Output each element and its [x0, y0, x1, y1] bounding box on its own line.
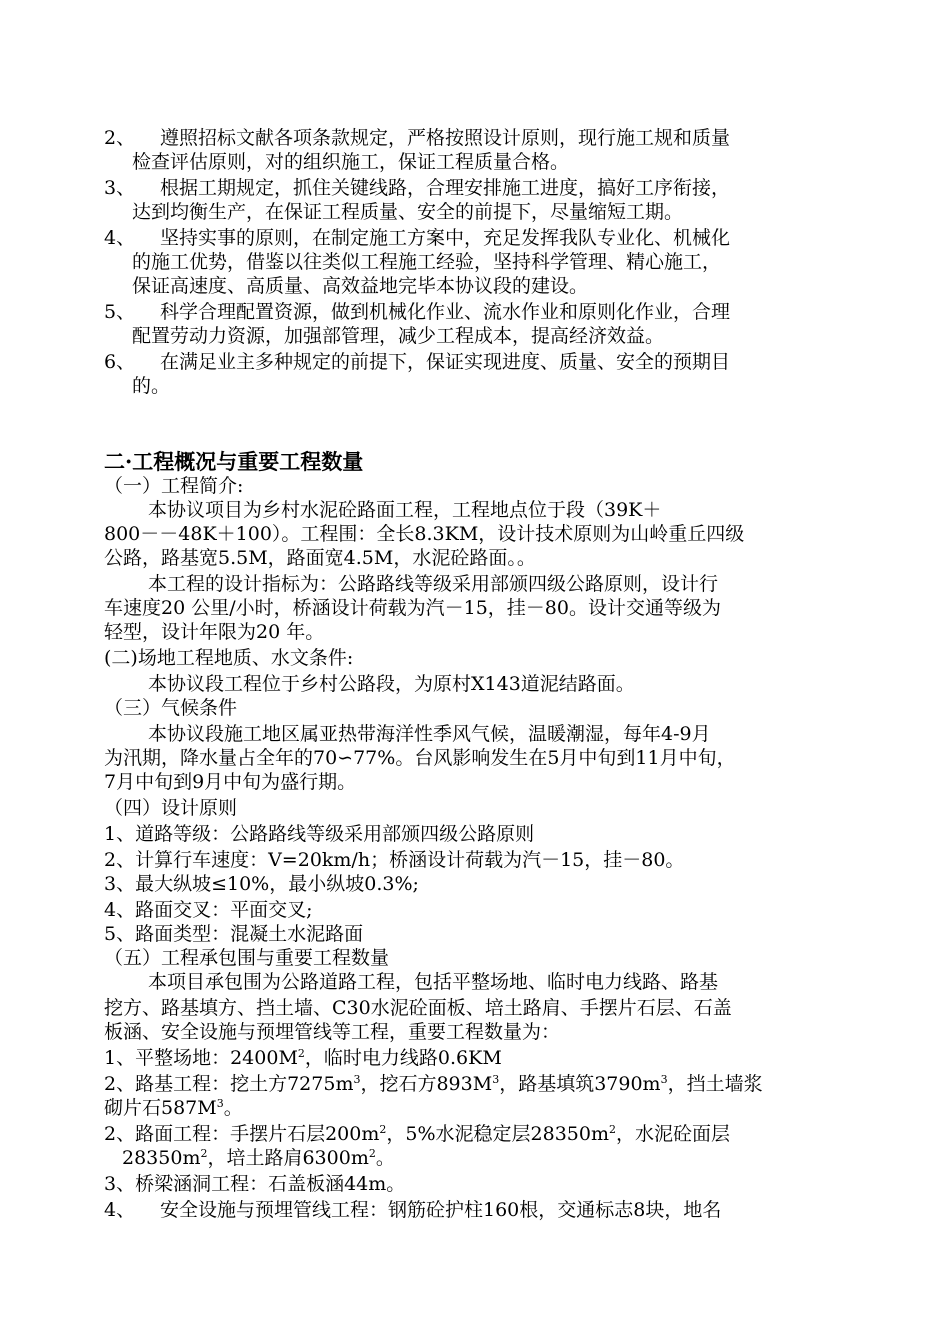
quantity-item: 1、平整场地：$2400M^2$，临时电力线路0.6KM	[104, 1047, 502, 1069]
list-item: 5、 科学合理配置资源，做到机械化作业、流水作业和原则化作业，合理	[104, 301, 731, 323]
paragraph-line: 为汛期，降水量占全年的70∽77%。台风影响发生在5月中旬到11月中旬，	[104, 747, 736, 769]
paragraph-line: 板涵、安全设施与预埋管线等工程，重要工程数量为：	[104, 1021, 561, 1043]
list-item: 4、 坚持实事的原则，在制定施工方案中，充足发挥我队专业化、机械化	[104, 227, 731, 249]
design-item: 4、路面交叉：平面交叉;	[104, 899, 313, 921]
paragraph-line: 7月中旬到9月中旬为盛行期。	[104, 771, 357, 793]
list-item-cont: 检查评估原则，对的组织施工，保证工程质量合格。	[132, 151, 570, 173]
quantity-item-cont: 砌片石$587M^3$。	[104, 1097, 243, 1119]
list-item-cont: 达到均衡生产，在保证工程质量、安全的前提下，尽量缩短工期。	[132, 201, 684, 223]
quantity-item-cont: $28350m^2$，培土路肩$6300m^2$。	[122, 1147, 395, 1169]
subheading: （五）工程承包围与重要工程数量	[104, 947, 390, 969]
paragraph-line: 本项目承包围为公路道路工程，包括平整场地、临时电力线路、路基	[148, 971, 719, 993]
design-item: 2、计算行车速度：V=20km/h；桥涵设计荷载为汽－15，挂－80。	[104, 849, 685, 871]
quantity-item: 2、路基工程：挖土方$7275m^3$，挖石方$893M^3$，路基填筑$3790m^3$，挡土墙浆	[104, 1073, 763, 1095]
list-item: 3、 根据工期规定，抓住关键线路，合理安排施工进度，搞好工序衔接，	[104, 177, 731, 199]
design-item: 3、最大纵坡≤10%，最小纵坡0.3%;	[104, 873, 419, 895]
paragraph-line: 车速度20 公里/小时，桥涵设计荷载为汽－15，挂－80。设计交通等级为	[104, 597, 721, 619]
subheading: (二)场地工程地质、水文条件:	[104, 647, 354, 669]
paragraph-line: 本协议段施工地区属亚热带海洋性季风气候，温暖潮湿，每年4-9月	[148, 723, 711, 745]
paragraph-line: 本协议项目为乡村水泥砼路面工程，工程地点位于段（39K＋	[148, 499, 662, 521]
paragraph-line: 800－－48K＋100）。工程围：全长8.3KM，设计技术原则为山岭重丘四级	[104, 523, 745, 545]
paragraph-line: 挖方、路基填方、挡土墙、C30水泥砼面板、培土路肩、手摆片石层、石盖	[104, 997, 732, 1019]
list-item-cont: 的施工优势，借鉴以往类似工程施工经验，坚持科学管理、精心施工，	[132, 251, 722, 273]
subheading: （一）工程简介:	[104, 475, 244, 497]
quantity-item: 3、桥梁涵洞工程：石盖板涵44m。	[104, 1173, 406, 1195]
section-heading: 二·工程概况与重要工程数量	[104, 449, 364, 474]
paragraph-line: 本协议段工程位于乡村公路段，为原村X143道泥结路面。	[148, 673, 635, 695]
paragraph-line: 本工程的设计指标为：公路路线等级采用部颁四级公路原则，设计行	[148, 573, 719, 595]
paragraph-line: 轻型，设计年限为20 年。	[104, 621, 325, 643]
quantity-item: 2、路面工程：手摆片石层$200m^2$，5%水泥稳定层$28350m^2$，水泥砼面层	[104, 1123, 730, 1145]
design-item: 1、道路等级：公路路线等级采用部颁四级公路原则	[104, 823, 535, 845]
quantity-item: 4、 安全设施与预埋管线工程：钢筋砼护柱160根，交通标志8块，地名	[104, 1199, 722, 1221]
list-item: 6、 在满足业主多种规定的前提下，保证实现进度、质量、安全的预期目	[104, 351, 731, 373]
design-item: 5、路面类型：混凝土水泥路面	[104, 923, 364, 945]
list-item-cont: 配置劳动力资源，加强部管理，减少工程成本，提高经济效益。	[132, 325, 665, 347]
subheading: （四）设计原则	[104, 797, 238, 819]
paragraph-line: 公路，路基宽5.5M，路面宽4.5M，水泥砼路面。。	[104, 547, 536, 569]
list-item-cont: 保证高速度、高质量、高效益地完毕本协议段的建设。	[132, 275, 589, 297]
list-item: 2、 遵照招标文献各项条款规定，严格按照设计原则，现行施工规和质量	[104, 127, 731, 149]
list-item-cont: 的。	[132, 375, 171, 397]
subheading: （三）气候条件	[104, 697, 238, 719]
